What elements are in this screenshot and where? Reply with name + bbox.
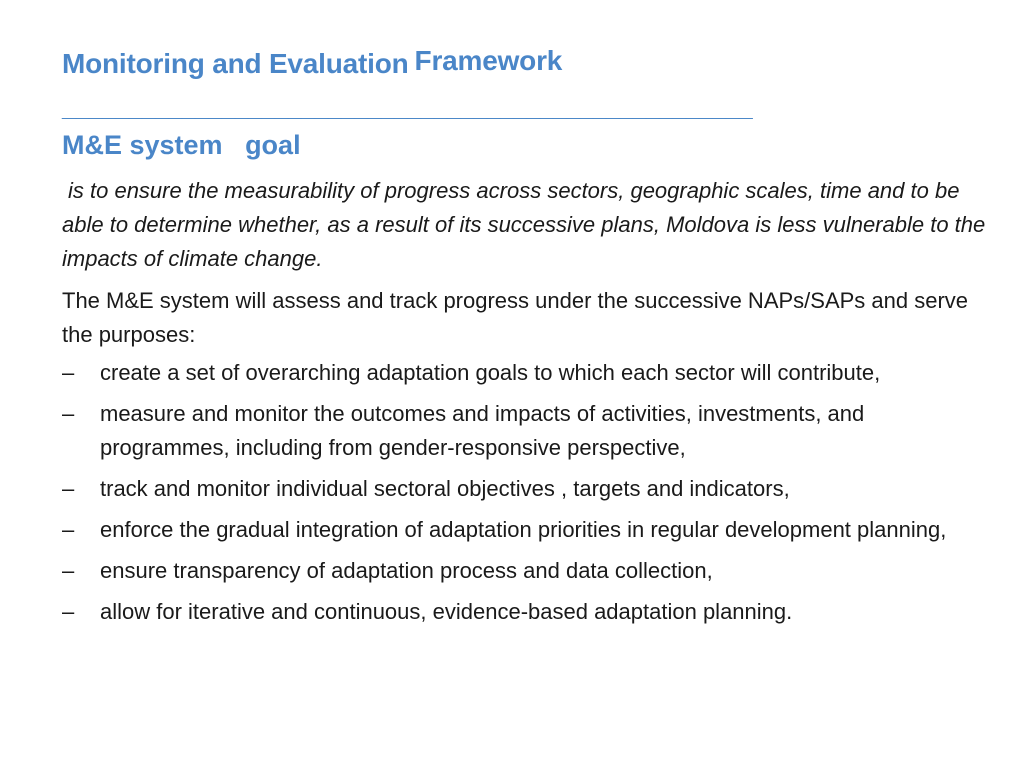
intro-paragraph: The M&E system will assess and track progress under the successive NAPs/SAPs and serve the purposes: — [62, 288, 969, 347]
list-item — [62, 356, 962, 390]
bullet-dash: ‒ — [62, 599, 75, 624]
bullet-dash: ‒ — [62, 476, 75, 501]
bullet-dash: ‒ — [62, 401, 75, 426]
title-suffix: Framework — [414, 45, 563, 76]
goal-paragraph: is to ensure the measurability of progress across sectors, geographic scales, time and to be able to determine whether, as a result of its successive plans, Moldova is less vulnerable to the impacts of climate change. — [62, 178, 986, 271]
list-item-text: ensure transparency of adaptation process and data collection, — [100, 558, 713, 583]
list-item — [62, 513, 962, 547]
list-item — [62, 554, 962, 588]
title-underline: ____________________________________________________ — [62, 92, 752, 122]
bullet-dash: ‒ — [62, 558, 75, 583]
section-subtitle: M&E system goal — [62, 130, 301, 160]
list-item-text: enforce the gradual integration of adaptation priorities in regular development planning, — [100, 517, 947, 542]
slide-title — [62, 45, 563, 80]
list-item — [62, 595, 962, 629]
list-item — [62, 397, 962, 465]
list-item-text: allow for iterative and continuous, evidence-based adaptation planning. — [100, 599, 793, 624]
purposes-list — [62, 356, 962, 636]
title-main: Monitoring and Evaluation — [62, 48, 409, 79]
bullet-dash: ‒ — [62, 360, 75, 385]
list-item — [62, 472, 962, 506]
bullet-dash: ‒ — [62, 517, 75, 542]
list-item-text: measure and monitor the outcomes and impacts of activities, investments, and programmes, including from gender-responsive perspective, — [100, 401, 865, 460]
list-item-text: create a set of overarching adaptation goals to which each sector will contribute, — [100, 360, 881, 385]
list-item-text: track and monitor individual sectoral objectives , targets and indicators, — [100, 476, 790, 501]
